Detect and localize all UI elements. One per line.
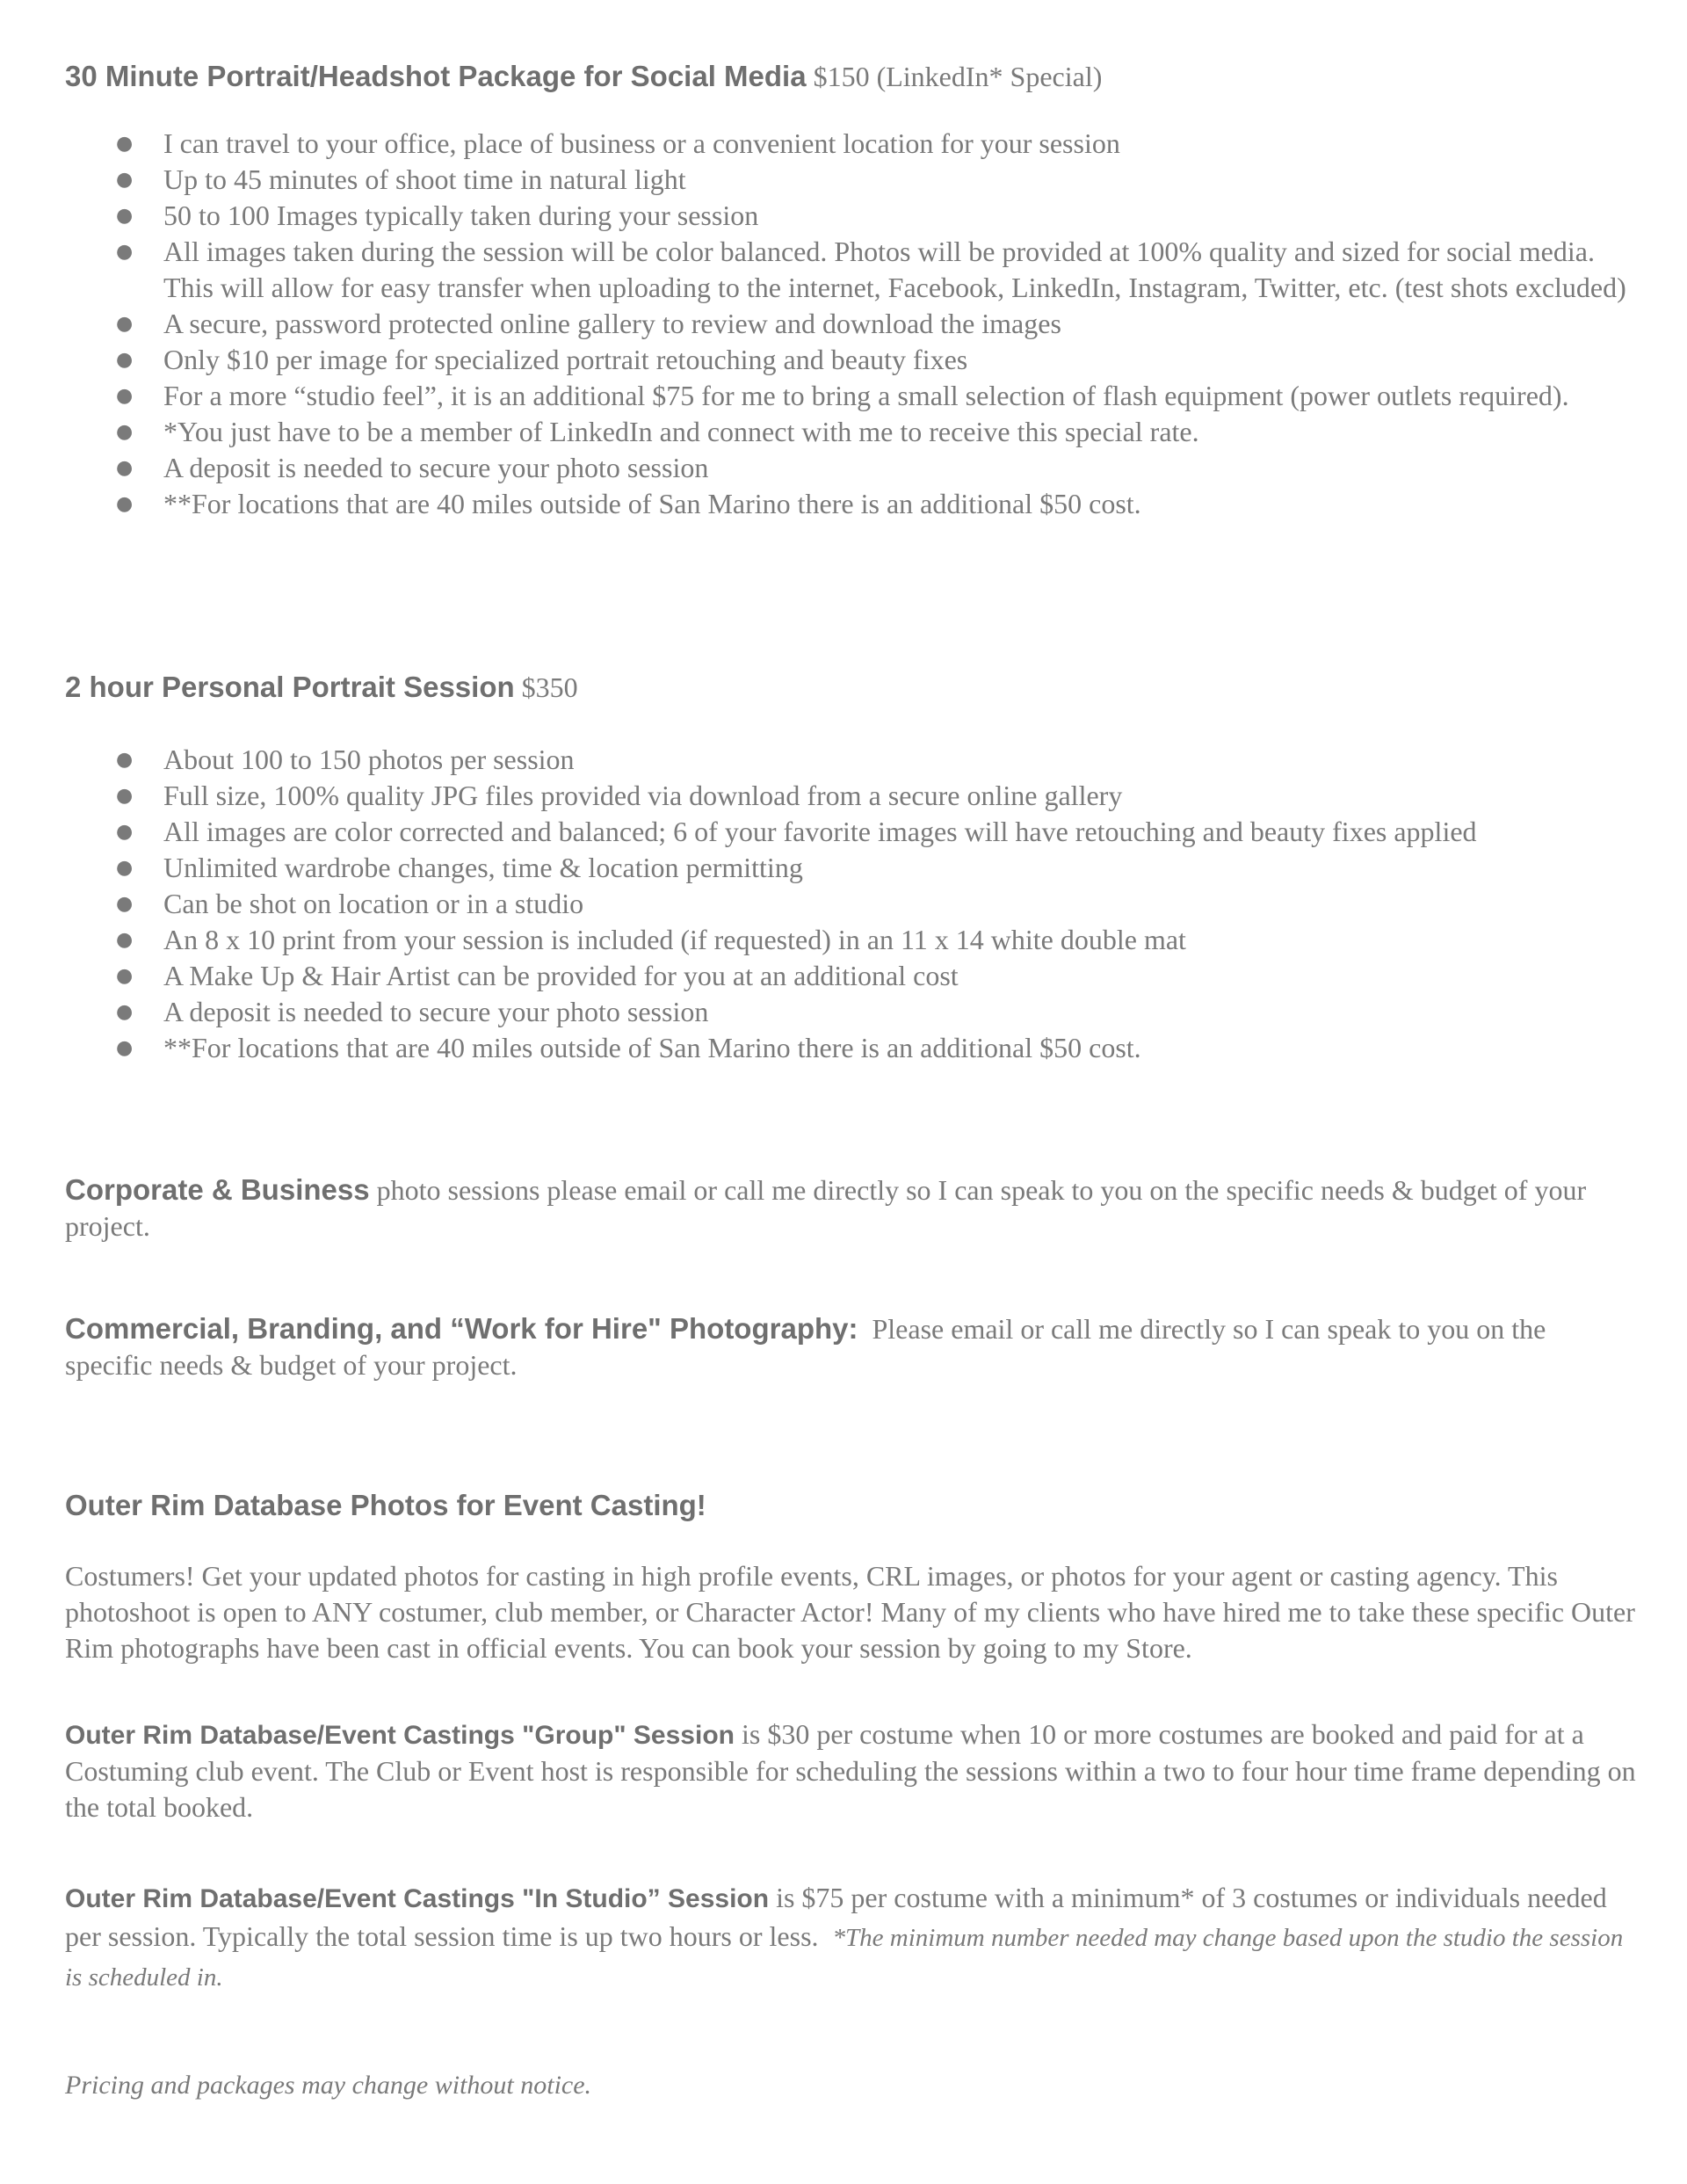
list-item: ● About 100 to 150 photos per session	[65, 742, 1638, 778]
corporate-text: photo sessions please email or call me directly so I can speak to you on the specific needs & budget of your project.	[65, 1174, 1587, 1242]
commercial-text: Please email or call me directly so I can speak to you on the specific needs & budget of your project.	[65, 1313, 1546, 1381]
bullet-icon: ●	[116, 893, 134, 915]
package-social-media-title	[65, 58, 1638, 95]
bullet-icon: ●	[116, 785, 134, 807]
package-title: 30 Minute Portrait/Headshot Package for Social Media	[65, 60, 807, 92]
bullet-icon: ●	[116, 385, 134, 407]
bullet-icon: ●	[116, 965, 134, 987]
bullet-icon: ●	[116, 421, 134, 443]
bullet-icon: ●	[116, 493, 134, 515]
package-social-media-list	[65, 126, 1638, 522]
outer-rim-intro: Costumers! Get your updated photos for casting in high profile events, CRL images, or photos for your agent or casting agency. This photoshoot is open to ANY costumer, club member, or Character Actor! Many of my clients who have hired me to take these specific Outer Rim photographs have been cast in official events. You can book your session by going to my Store.	[65, 1560, 1635, 1664]
commercial-section	[65, 1310, 1638, 1383]
list-item: ● **For locations that are 40 miles outside of San Marino there is an additional $50 cost.	[65, 486, 1638, 522]
list-item: ● A deposit is needed to secure your photo session	[65, 994, 1638, 1030]
outer-rim-title: Outer Rim Database Photos for Event Casting!	[65, 1489, 706, 1521]
outer-rim-studio-title: Outer Rim Database/Event Castings "In Studio” Session	[65, 1884, 770, 1913]
bullet-icon: ●	[116, 349, 134, 371]
corporate-section	[65, 1172, 1638, 1244]
list-item: ● A deposit is needed to secure your photo session	[65, 450, 1638, 486]
bullet-icon: ●	[116, 313, 134, 335]
package-social-media	[65, 58, 1638, 522]
list-item: ● Unlimited wardrobe changes, time & location permitting	[65, 850, 1638, 886]
list-item: ● A secure, password protected online gallery to review and download the images	[65, 306, 1638, 342]
package-personal-portrait-title	[65, 669, 1638, 706]
bullet-icon: ●	[116, 241, 134, 263]
list-item: ● 50 to 100 Images typically taken during your session	[65, 198, 1638, 234]
outer-rim-group-title: Outer Rim Database/Event Castings "Group" Session	[65, 1721, 735, 1750]
list-item: ● For a more “studio feel”, it is an additional $75 for me to bring a small selection of flash equipment (power outlets required).	[65, 378, 1638, 414]
list-item: ● I can travel to your office, place of business or a convenient location for your session	[65, 126, 1638, 162]
bullet-icon: ●	[116, 929, 134, 951]
outer-rim-group-section	[65, 1716, 1638, 1825]
list-item: ● A Make Up & Hair Artist can be provided for you at an additional cost	[65, 958, 1638, 994]
package-price: $350	[521, 671, 578, 703]
list-item: ● Up to 45 minutes of shoot time in natural light	[65, 162, 1638, 198]
bullet-icon: ●	[116, 821, 134, 843]
bullet-icon: ●	[116, 1001, 134, 1023]
package-price: $150 (LinkedIn* Special)	[813, 61, 1103, 92]
bullet-icon: ●	[116, 205, 134, 227]
list-item: ● All images taken during the session will be color balanced. Photos will be provided at 100% quality and sized for social media. This will allow for easy transfer when uploading to the internet, Facebook, LinkedIn, Instagram, Twitter, etc. (test shots excluded)	[116, 236, 1626, 303]
outer-rim-group-text: is $30 per costume when 10 or more costumes are booked and paid for at a Costuming club event. The Club or Event host is responsible for scheduling the sessions within a two to four hour time frame depending on the total booked.	[65, 1718, 1636, 1823]
footer-note: Pricing and packages may change without notice.	[65, 2071, 592, 2100]
bullet-icon: ●	[116, 133, 134, 155]
list-item: ● Only $10 per image for specialized portrait retouching and beauty fixes	[65, 342, 1638, 378]
corporate-title: Corporate & Business	[65, 1173, 370, 1206]
bullet-icon: ●	[116, 457, 134, 479]
bullet-icon: ●	[116, 857, 134, 879]
bullet-icon: ●	[116, 1037, 134, 1059]
commercial-title: Commercial, Branding, and “Work for Hire" Photography:	[65, 1312, 858, 1345]
package-personal-portrait-list	[65, 742, 1638, 1066]
list-item: ● All images are color corrected and balanced; 6 of your favorite images will have retouching and beauty fixes applied	[65, 814, 1638, 850]
bullet-icon: ●	[116, 749, 134, 771]
list-item: ● **For locations that are 40 miles outside of San Marino there is an additional $50 cost.	[65, 1030, 1638, 1066]
list-item: ● Can be shot on location or in a studio	[65, 886, 1638, 922]
package-title: 2 hour Personal Portrait Session	[65, 671, 515, 703]
outer-rim-studio-text: is $75 per costume with a minimum* of 3 costumes or individuals needed per session. Typically the total session time is up two hours or less.	[65, 1882, 1607, 1952]
list-item: ● An 8 x 10 print from your session is included (if requested) in an 11 x 14 white double mat	[65, 922, 1638, 958]
bullet-icon: ●	[116, 169, 134, 191]
list-item: ● *You just have to be a member of LinkedIn and connect with me to receive this special rate.	[65, 414, 1638, 450]
list-item: ● Full size, 100% quality JPG files provided via download from a secure online gallery	[65, 778, 1638, 814]
outer-rim-studio-note: *The minimum number needed may change based upon the studio the session is scheduled in.	[65, 1924, 1624, 1992]
package-personal-portrait	[65, 669, 1638, 1066]
outer-rim-studio-section	[65, 1879, 1638, 1997]
